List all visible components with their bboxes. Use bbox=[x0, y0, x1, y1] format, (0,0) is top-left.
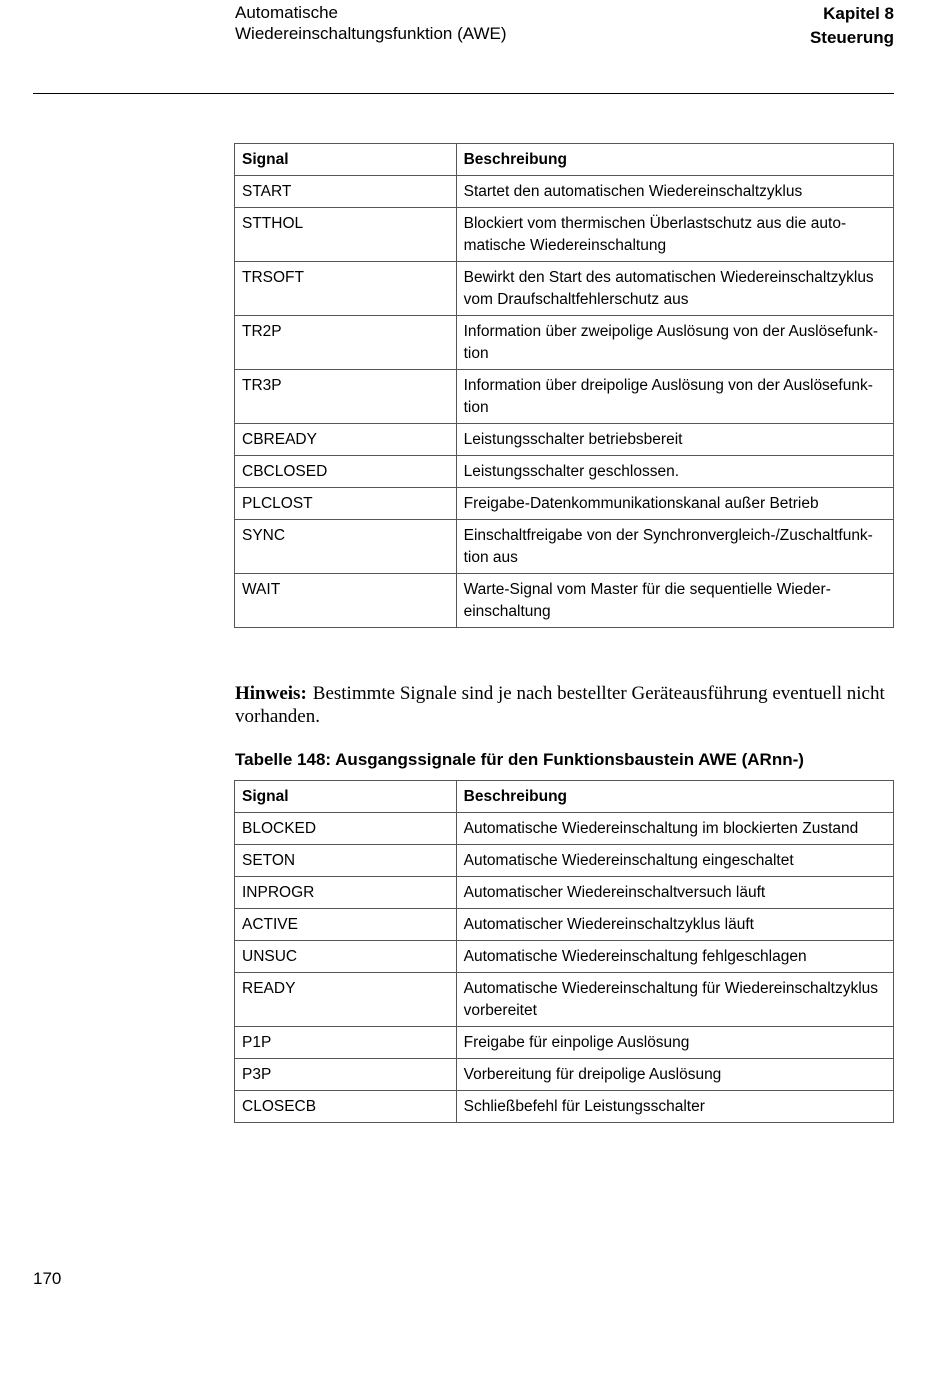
signal-cell: SETON bbox=[235, 845, 457, 877]
table-row bbox=[235, 973, 894, 1027]
column-header-signal: Signal bbox=[235, 144, 457, 176]
table-row bbox=[235, 262, 894, 316]
table-row bbox=[235, 520, 894, 574]
signal-cell: TR2P bbox=[235, 316, 457, 370]
description-cell: Information über dreipolige Auslösung von der Auslösefunk- tion bbox=[456, 370, 893, 424]
description-cell: Blockiert vom thermischen Überlastschutz aus die auto- matische Wiedereinschaltung bbox=[456, 208, 893, 262]
signal-cell: READY bbox=[235, 973, 457, 1027]
column-header-description: Beschreibung bbox=[456, 144, 893, 176]
table-row bbox=[235, 1059, 894, 1091]
table-row bbox=[235, 1091, 894, 1123]
signal-cell: PLCLOST bbox=[235, 488, 457, 520]
signal-cell: START bbox=[235, 176, 457, 208]
output-signals-table bbox=[234, 780, 894, 1123]
table-row bbox=[235, 845, 894, 877]
description-cell: Warte-Signal vom Master für die sequentielle Wieder- einschaltung bbox=[456, 574, 893, 628]
table-row bbox=[235, 941, 894, 973]
signal-cell: TRSOFT bbox=[235, 262, 457, 316]
signal-cell: UNSUC bbox=[235, 941, 457, 973]
signal-cell: CBREADY bbox=[235, 424, 457, 456]
table-caption: Tabelle 148: Ausgangssignale für den Funktionsbaustein AWE (ARnn-) bbox=[235, 750, 804, 769]
signal-cell: CLOSECB bbox=[235, 1091, 457, 1123]
description-cell: Automatische Wiedereinschaltung eingeschaltet bbox=[456, 845, 893, 877]
description-cell: Automatischer Wiedereinschaltversuch läuft bbox=[456, 877, 893, 909]
note-paragraph bbox=[235, 682, 900, 728]
description-cell: Bewirkt den Start des automatischen Wiedereinschaltzyklus vom Draufschaltfehlerschutz aus bbox=[456, 262, 893, 316]
table-row bbox=[235, 813, 894, 845]
description-cell: Freigabe für einpolige Auslösung bbox=[456, 1027, 893, 1059]
header-divider bbox=[33, 93, 894, 94]
description-cell: Information über zweipolige Auslösung von der Auslösefunk- tion bbox=[456, 316, 893, 370]
chapter-title: Steuerung bbox=[809, 28, 894, 47]
output-signals-table-body bbox=[235, 813, 894, 1123]
table-row bbox=[235, 574, 894, 628]
description-cell: Automatischer Wiedereinschaltzyklus läuft bbox=[456, 909, 893, 941]
table-row bbox=[235, 208, 894, 262]
signal-cell: P3P bbox=[235, 1059, 457, 1091]
running-header-chapter bbox=[810, 2, 894, 50]
column-header-description: Beschreibung bbox=[456, 781, 893, 813]
input-signals-table-body bbox=[235, 176, 894, 628]
signal-cell: ACTIVE bbox=[235, 909, 457, 941]
table-header-row bbox=[235, 781, 894, 813]
table-row bbox=[235, 909, 894, 941]
column-header-signal: Signal bbox=[235, 781, 457, 813]
description-cell: Schließbefehl für Leistungsschalter bbox=[456, 1091, 893, 1123]
table-row bbox=[235, 370, 894, 424]
signal-cell: P1P bbox=[235, 1027, 457, 1059]
chapter-number: Kapitel 8 bbox=[823, 4, 894, 23]
table-row bbox=[235, 877, 894, 909]
page-number: 170 bbox=[33, 1269, 62, 1288]
table-header-row bbox=[235, 144, 894, 176]
signal-cell: STTHOL bbox=[235, 208, 457, 262]
signal-cell: TR3P bbox=[235, 370, 457, 424]
note-text: Bestimmte Signale sind je nach bestellter Geräteausführung eventuell nicht vorhanden. bbox=[235, 683, 885, 727]
table-row bbox=[235, 1027, 894, 1059]
input-signals-table bbox=[234, 143, 894, 628]
table-row bbox=[235, 424, 894, 456]
signal-cell: WAIT bbox=[235, 574, 457, 628]
description-cell: Einschaltfreigabe von der Synchronvergleich-/Zuschaltfunk- tion aus bbox=[456, 520, 893, 574]
description-cell: Leistungsschalter betriebsbereit bbox=[456, 424, 893, 456]
table-row bbox=[235, 176, 894, 208]
table-row bbox=[235, 316, 894, 370]
description-cell: Vorbereitung für dreipolige Auslösung bbox=[456, 1059, 893, 1091]
table-row bbox=[235, 488, 894, 520]
description-cell: Startet den automatischen Wiedereinschaltzyklus bbox=[456, 176, 893, 208]
description-cell: Automatische Wiedereinschaltung im blockierten Zustand bbox=[456, 813, 893, 845]
description-cell: Freigabe-Datenkommunikationskanal außer Betrieb bbox=[456, 488, 893, 520]
running-header-title-line2: Wiedereinschaltungsfunktion (AWE) bbox=[235, 24, 507, 43]
signal-cell: CBCLOSED bbox=[235, 456, 457, 488]
description-cell: Leistungsschalter geschlossen. bbox=[456, 456, 893, 488]
table-row bbox=[235, 456, 894, 488]
description-cell: Automatische Wiedereinschaltung für Wiedereinschaltzyklus vorbereitet bbox=[456, 973, 893, 1027]
running-header-title-line1: Automatische bbox=[235, 3, 338, 22]
signal-cell: INPROGR bbox=[235, 877, 457, 909]
running-header-title bbox=[235, 2, 507, 44]
description-cell: Automatische Wiedereinschaltung fehlgeschlagen bbox=[456, 941, 893, 973]
signal-cell: BLOCKED bbox=[235, 813, 457, 845]
signal-cell: SYNC bbox=[235, 520, 457, 574]
note-label: Hinweis: bbox=[235, 683, 307, 704]
